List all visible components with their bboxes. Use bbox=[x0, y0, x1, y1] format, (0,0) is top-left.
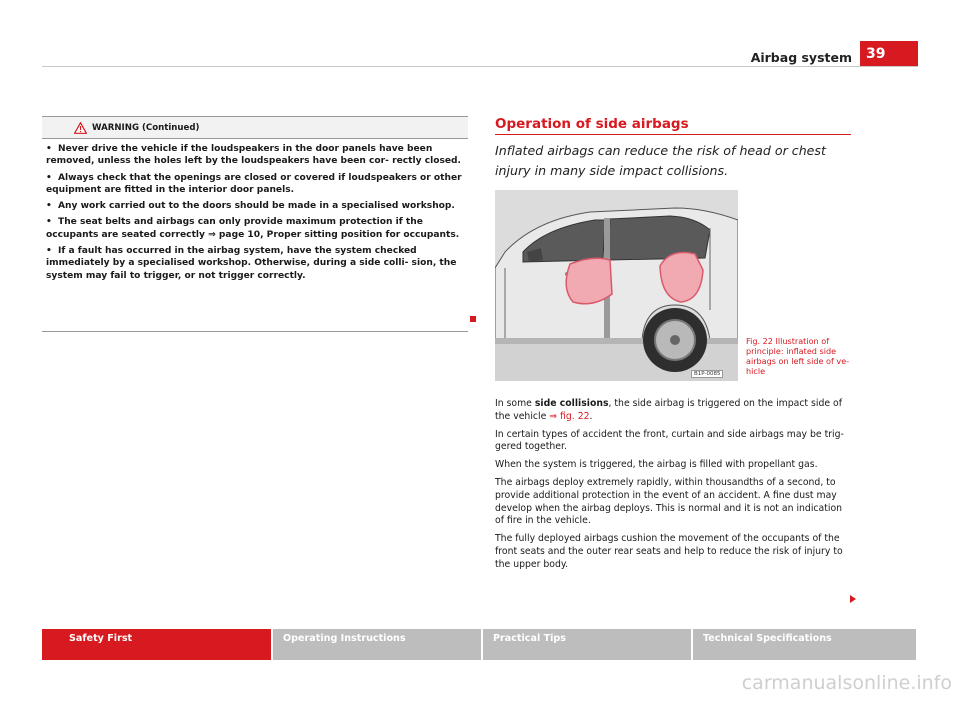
car-side-illustration bbox=[495, 190, 738, 381]
warning-item: • Never drive the vehicle if the loudspeakers in the door panels have been removed, unless the holes left by the loudspeakers have been cor- rectly closed. bbox=[46, 144, 462, 167]
running-header-title: Airbag system bbox=[750, 50, 852, 65]
footer-navigation bbox=[42, 629, 918, 660]
bullet: • bbox=[46, 246, 52, 257]
paragraph: In certain types of accident the front, curtain and side airbags may be trig- gered together. bbox=[495, 428, 844, 453]
header-rule bbox=[42, 66, 918, 67]
continue-arrow-icon bbox=[850, 595, 856, 603]
bullet: • bbox=[46, 201, 52, 212]
tab-technical-specifications[interactable]: Technical Specifications bbox=[693, 629, 916, 660]
watermark: carmanualsonline.info bbox=[741, 672, 952, 694]
end-of-section-marker bbox=[470, 316, 476, 322]
section-title: Operation of side airbags bbox=[495, 116, 689, 132]
section-intro: Inflated airbags can reduce the risk of head or chest injury in many side impact collisions. bbox=[495, 143, 826, 178]
paragraph: The fully deployed airbags cushion the movement of the occupants of the front seats and the outer rear seats and help to reduce the risk of injury to the upper body. bbox=[495, 533, 843, 570]
warning-heading-text: WARNING (Continued) bbox=[92, 122, 200, 133]
bullet: • bbox=[46, 172, 52, 183]
figure-caption: Fig. 22 Illustration of principle: inflated side airbags on left side of ve- hicle bbox=[746, 336, 850, 376]
paragraph: The airbags deploy extremely rapidly, within thousandths of a second, to provide additional protection in the event of an accident. A fine dust may develop when the airbag deploys. This is normal and it is not an indication of fire in the vehicle. bbox=[495, 477, 843, 527]
paragraph: When the system is triggered, the airbag is filled with propellant gas. bbox=[495, 459, 818, 471]
paragraph: In some side collisions, the side airbag is triggered on the impact side of the vehicle ⇒ fig. 22. bbox=[495, 398, 842, 422]
figure-code: B1P-0085 bbox=[691, 370, 723, 378]
warning-item: • The seat belts and airbags can only provide maximum protection if the occupants are seated correctly ⇒ page 10, Proper sitting position for occupants. bbox=[46, 217, 460, 240]
tab-operating-instructions[interactable]: Operating Instructions bbox=[273, 629, 481, 660]
body-text bbox=[495, 398, 853, 577]
warning-item: • Any work carried out to the doors should be made in a specialised workshop. bbox=[46, 201, 455, 212]
tab-safety-first[interactable]: Safety First bbox=[42, 629, 271, 660]
warning-list bbox=[42, 139, 468, 282]
warning-item: • Always check that the openings are closed or covered if loudspeakers or other equipment are fitted in the interior door panels. bbox=[46, 172, 462, 195]
bullet: • bbox=[46, 217, 52, 228]
page-number: 39 bbox=[860, 41, 918, 67]
section-rule bbox=[495, 134, 851, 135]
bullet: • bbox=[46, 144, 52, 154]
figure-illustration bbox=[495, 190, 738, 381]
warning-item: • If a fault has occurred in the airbag system, have the system checked immediately by a specialised workshop. Otherwise, during a side colli- sion, the system may fail to trigger, or not trigger correctly. bbox=[46, 246, 457, 281]
warning-heading bbox=[42, 117, 468, 139]
tab-practical-tips[interactable]: Practical Tips bbox=[483, 629, 691, 660]
figure-link[interactable]: ⇒ fig. 22 bbox=[549, 410, 590, 422]
warning-box bbox=[42, 116, 468, 332]
warning-triangle-icon bbox=[74, 122, 87, 134]
